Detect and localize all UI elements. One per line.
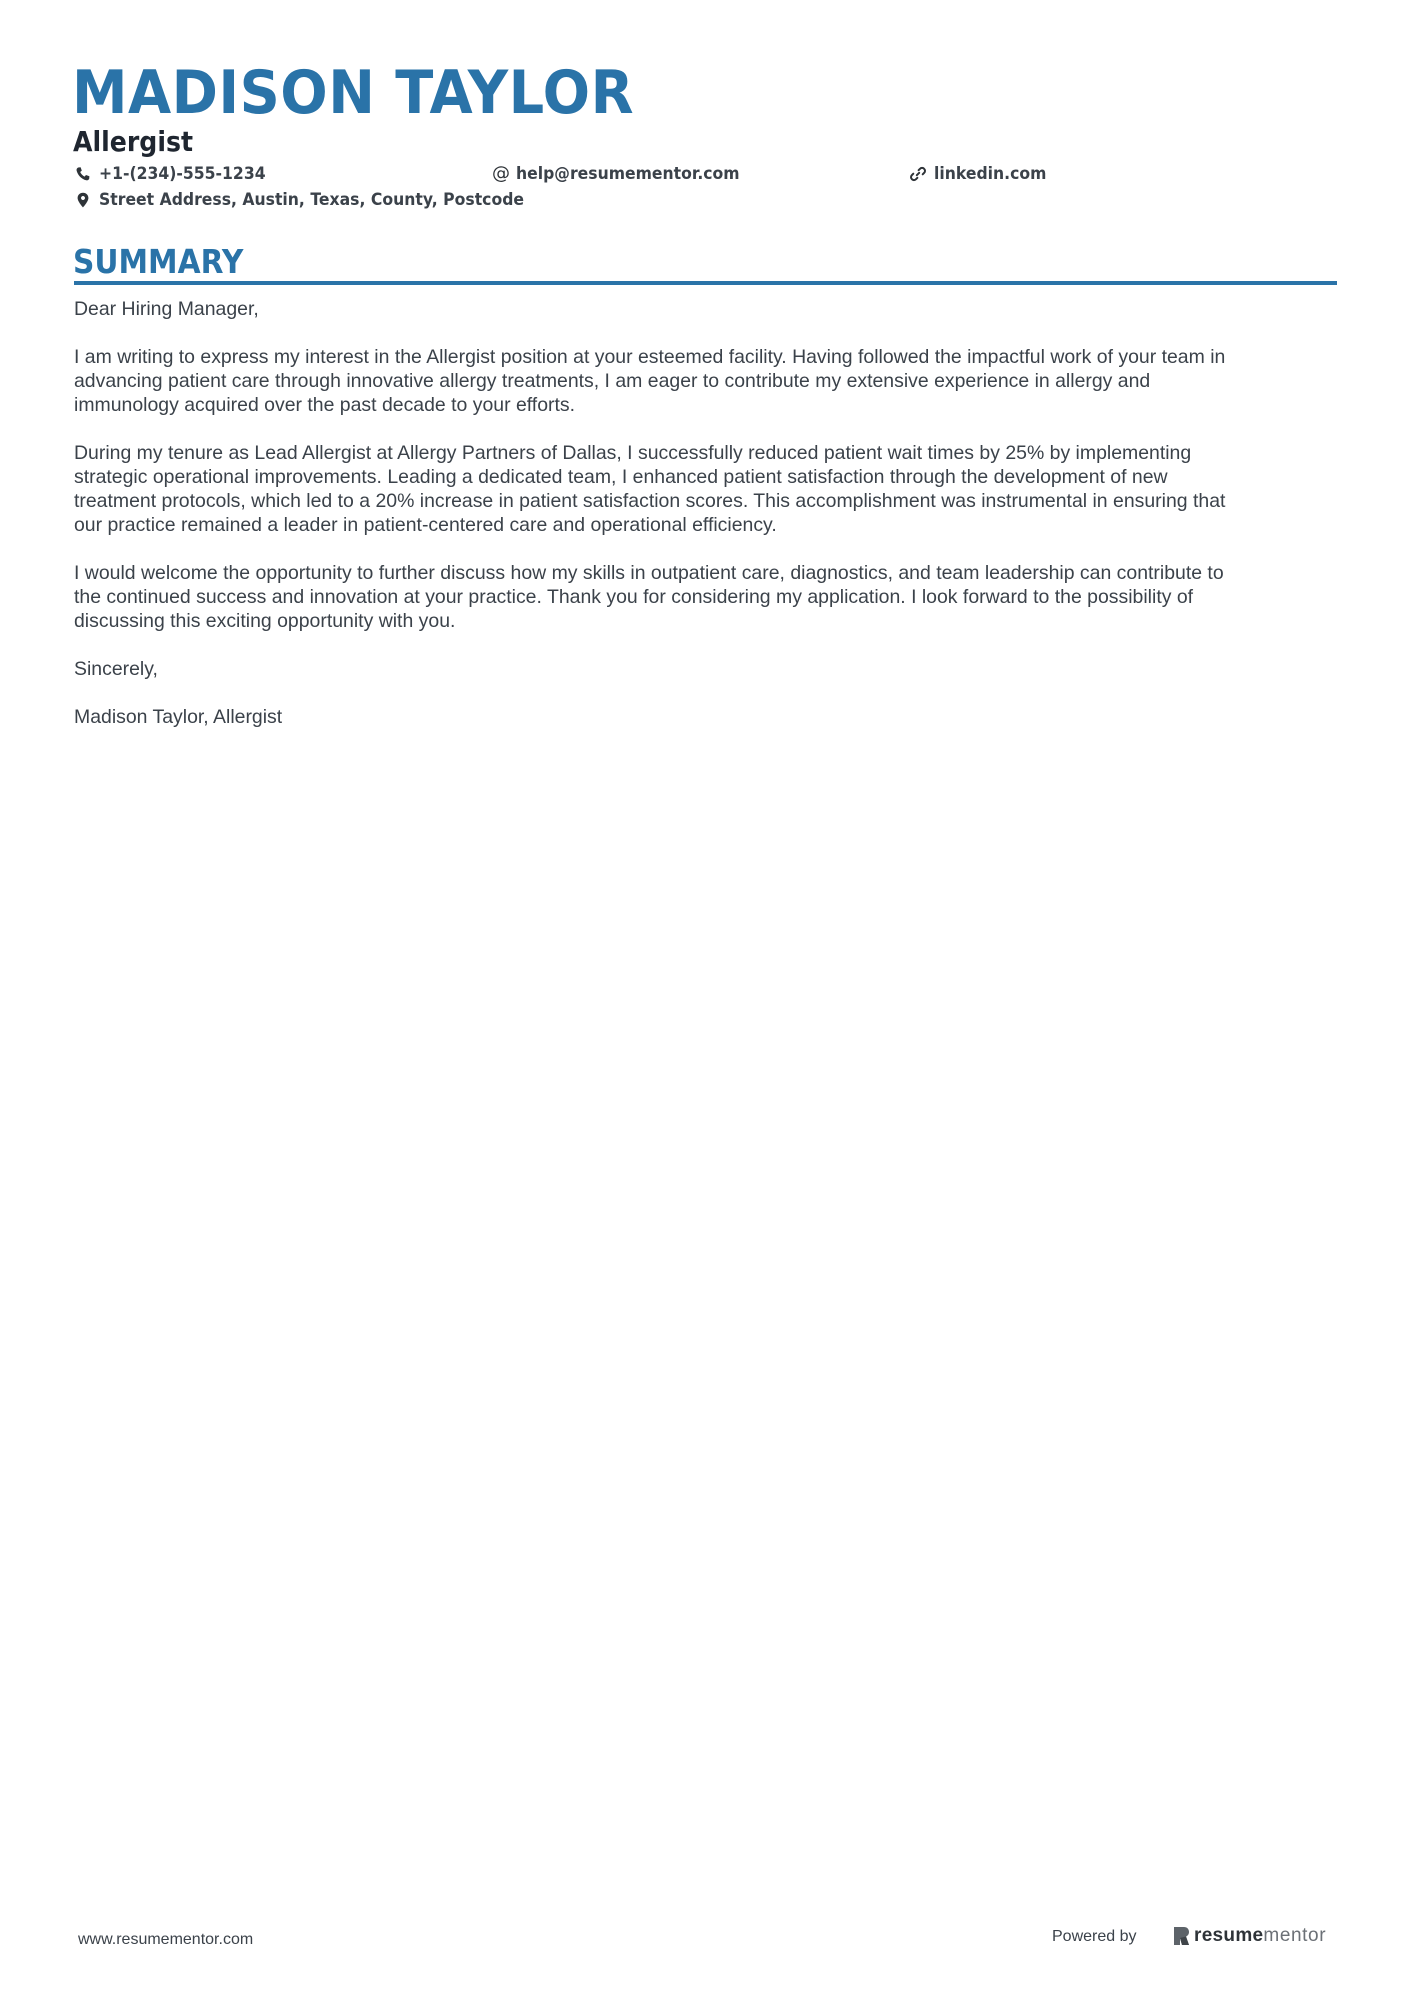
contact-email [492, 163, 759, 185]
logo-text-light: mentor [1263, 1925, 1327, 1946]
paragraph-line: I am writing to express my interest in the Allergist position at your esteemed facility. Having followed the impactful work of your team in [74, 346, 1226, 368]
paragraph-line: the continued success and innovation at your practice. Thank you for considering my application. I look forward to the possibility of [74, 586, 1194, 608]
paragraph-line: strategic operational improvements. Leading a dedicated team, I enhanced patient satisfaction through the development of new [74, 466, 1168, 488]
paragraph-2 [74, 441, 1344, 537]
job-title: Allergist [73, 125, 194, 158]
contact-phone [75, 163, 280, 185]
paragraph-line: I would welcome the opportunity to further discuss how my skills in outpatient care, diagnostics, and team leadership can contribute to [74, 562, 1224, 584]
contact-address [75, 189, 561, 211]
paragraph-line: advancing patient care through innovative allergy treatments, I am eager to contribute my extensive experience in allergy and [74, 370, 1151, 392]
paragraph-3 [74, 561, 1344, 633]
paragraph-line: discussing this exciting opportunity with you. [74, 610, 456, 632]
footer-website-link[interactable]: www.resumementor.com [78, 1931, 254, 1948]
section-heading-summary: SUMMARY [73, 242, 244, 281]
section-divider [74, 281, 1337, 285]
phone-icon [75, 166, 91, 182]
paragraph-line: immunology acquired over the past decade to your efforts. [74, 394, 576, 416]
signature-text: Madison Taylor, Allergist [74, 706, 283, 728]
street-address: Street Address, Austin, Texas, County, Postcode [99, 190, 525, 210]
candidate-name: MADISON TAYLOR [72, 58, 635, 128]
powered-by-label: Powered by [1052, 1928, 1137, 1945]
paragraph-line: treatment protocols, which led to a 20% increase in patient satisfaction scores. This accomplishment was instrumental in ensuring that [74, 490, 1226, 512]
greeting-text: Dear Hiring Manager, [74, 298, 259, 320]
signature [74, 705, 1344, 729]
link-icon [910, 166, 926, 182]
paragraph-1 [74, 345, 1344, 417]
greeting [74, 297, 1344, 321]
closing-text: Sincerely, [74, 658, 158, 680]
paragraph-line: our practice remained a leader in patient-centered care and operational efficiency. [74, 514, 777, 536]
linkedin-link[interactable]: linkedin.com [934, 164, 1047, 184]
resumementor-logo-icon [1172, 1926, 1190, 1946]
phone-number[interactable]: +1-(234)-555-1234 [99, 164, 266, 184]
email-address[interactable]: help@resumementor.com [516, 164, 740, 184]
contact-link [910, 163, 1056, 185]
resumementor-logo[interactable] [1172, 1925, 1326, 1947]
paragraph-line: During my tenure as Lead Allergist at Allergy Partners of Dallas, I successfully reduced patient wait times by 25% by implementing [74, 442, 1192, 464]
location-pin-icon [75, 192, 91, 208]
logo-text-bold: resume [1194, 1925, 1264, 1946]
letter-body [74, 297, 1344, 753]
closing [74, 657, 1344, 681]
at-icon: @ [492, 163, 510, 184]
